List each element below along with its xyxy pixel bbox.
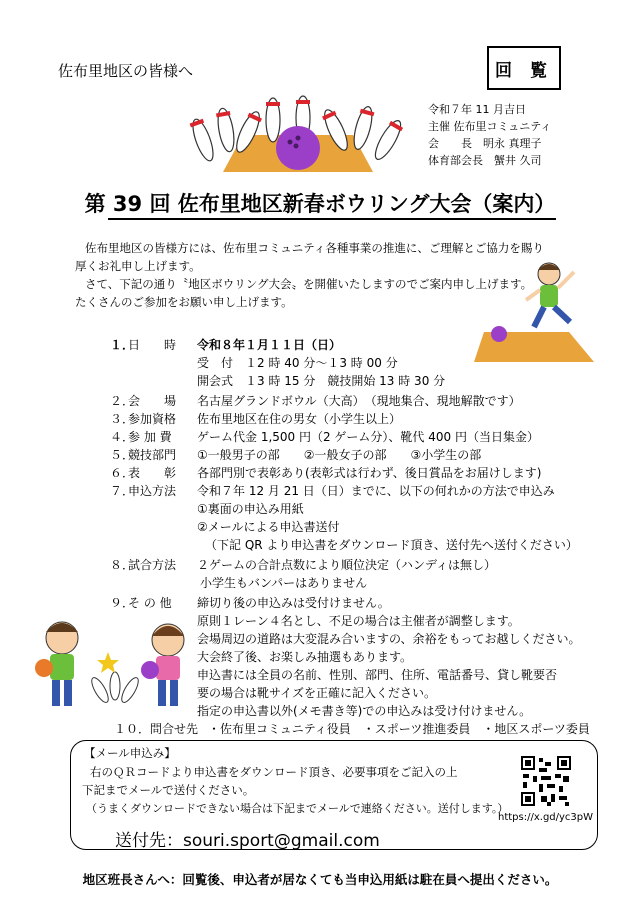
issue-date: 令和７年 11 月吉日 (428, 103, 526, 116)
chairperson: 会 長 明永 真理子 (428, 137, 542, 150)
item-7-note: （下記 QR より申込書をダウンロード頂き、送付先へ送付ください） (205, 538, 578, 552)
item-1-date: 令和８年１月１１日（日） (197, 338, 342, 352)
bowler-illustration (474, 252, 594, 362)
mail-line-1: 右のＱＲコードより申込書をダウンロード頂き、必要事項をご記入の上 (90, 765, 458, 779)
item-8-number: ８． (110, 558, 135, 572)
item-3-number: ３． (110, 412, 135, 426)
intro-line-3: さて、下記の通り〝地区ボウリング大会〟を開催いたしますのでご案内申し上げます。 (85, 277, 533, 291)
intro-line-2: 厚くお礼申し上げます。 (75, 259, 201, 273)
item-5-divisions: ①一般男子の部 ②一般女子の部 ③小学生の部 (197, 448, 482, 462)
item-9-line-6: 要の場合は靴サイズを正確に記入ください。 (197, 686, 437, 700)
kids-illustration (30, 610, 200, 715)
title-underline (108, 218, 556, 220)
mail-line-3: （うまくダウンロードできない場合は下記までメールで連絡ください。送付します。） (86, 802, 509, 815)
send-to-email[interactable]: 送付先：souri.sport@gmail.com (115, 831, 380, 851)
qr-url[interactable]: https://x.gd/yc3pW (498, 812, 594, 823)
item-9-line-1: 締切り後の申込みは受付けません。 (197, 596, 390, 610)
item-5-number: ５． (110, 448, 135, 462)
item-9-line-3: 会場周辺の道路は大変混み合いますの、余裕をもってお越しください。 (197, 632, 581, 646)
item-9-line-7: 指定の申込書以外(メモ書き等)での申込みは受け付けません。 (197, 704, 532, 718)
item-6-awards: 各部門別で表彰あり(表彰式は行わず、後日賞品をお届けします) (197, 466, 542, 480)
mail-heading: 【メール申込み】 (84, 746, 176, 760)
qr-code-icon[interactable] (521, 756, 571, 806)
item-1-label: 日 時 (128, 338, 177, 352)
footer-notice: 地区班長さんへ：回覧後、申込者が居なくても当申込用紙は駐在員へ提出ください。 (82, 872, 558, 887)
item-1-opening: 開会式 １3 時 15 分 競技開始 13 時 30 分 (197, 374, 446, 388)
item-2-label: 会 場 (128, 394, 177, 408)
intro-line-1: 佐布里地区の皆様方には、佐布里コミュニティ各種事業の推進に、ご理解とご協力を賜り (85, 241, 544, 255)
item-9-line-4: 大会終了後、お楽しみ抽選もあります。 (197, 650, 413, 664)
item-1-reception: 受 付 １2 時 40 分～１3 時 00 分 (197, 356, 398, 370)
item-9-label: そ の 他 (128, 596, 172, 610)
item-7-label: 申込方法 (128, 484, 177, 498)
item-2-number: ２． (110, 394, 135, 408)
item-4-fee: ゲーム代金 1,500 円（2 ゲーム分）、靴代 400 円（当日集金） (197, 430, 539, 444)
item-3-eligibility: 佐布里地区在住の男女（小学生以上） (197, 412, 402, 426)
page-title: 第 39 回 佐布里地区新春ボウリング大会（案内） (84, 192, 556, 216)
item-9-number: ９． (110, 596, 135, 610)
item-9-line-5: 申込書には全員の名前、性別、部門、住所、電話番号、貸し靴要否 (197, 668, 558, 682)
item-3-label: 参加資格 (128, 412, 177, 426)
item-10-number: １０． (114, 722, 151, 736)
item-7-option-1: ①裏面の申込み用紙 (197, 502, 304, 516)
item-7-number: ７． (110, 484, 135, 498)
sponsor: 主催 佐布里コミュニティ (428, 120, 552, 133)
item-1-number: １． (110, 338, 135, 352)
item-7-option-2: ②メールによる申込書送付 (197, 520, 340, 534)
sports-chair: 体育部会長 蟹井 久司 (428, 154, 542, 167)
item-6-label: 表 彰 (128, 466, 177, 480)
item-5-label: 競技部門 (128, 448, 177, 462)
item-9-line-2: 原則１レーン４名とし、不足の場合は主催者が調整します。 (197, 614, 520, 628)
item-6-number: ６． (110, 466, 135, 480)
item-8-ranking: ２ゲームの合計点数により順位決定（ハンディは無し） (197, 558, 497, 572)
item-7-deadline: 令和７年 12 月 21 日（日）までに、以下の何れかの方法で申込み (197, 484, 555, 498)
mail-line-2: 下記までメールで送付ください。 (82, 783, 255, 797)
item-10-contacts: ・佐布里コミュニティ役員 ・スポーツ推進委員 ・地区スポーツ委員 (208, 722, 590, 736)
item-4-label: 参 加 費 (128, 430, 172, 444)
circulation-stamp: 回 覧 (487, 46, 561, 90)
item-4-number: ４． (110, 430, 135, 444)
bowling-ball (276, 126, 320, 170)
item-10-label: 問合せ先 (150, 722, 199, 736)
bowling-pins-illustration (178, 90, 418, 172)
item-2-venue: 名古屋グランドボウル（大高） （現地集合、現地解散です） (197, 394, 521, 408)
intro-line-4: たくさんのご参加をお願い申し上げます。 (75, 295, 293, 309)
greeting: 佐布里地区の皆様へ (58, 62, 194, 80)
item-8-bumper-note: 小学生もバンパーはありません (200, 576, 368, 590)
item-8-label: 試合方法 (128, 558, 177, 572)
